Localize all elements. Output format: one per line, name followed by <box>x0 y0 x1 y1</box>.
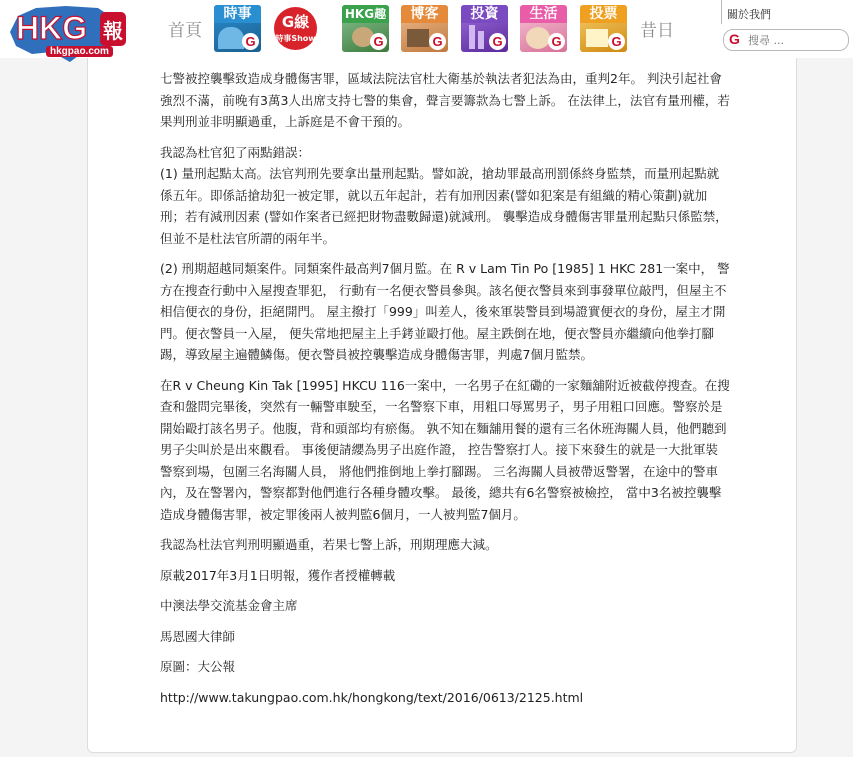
tile-label: 時事 <box>214 5 261 23</box>
tile-label: 投票 <box>580 5 627 23</box>
tile-photo-shape <box>526 27 550 49</box>
about-us-link[interactable]: 關於我們 <box>727 8 771 21</box>
tile-photo-shape <box>469 25 475 49</box>
tile-label: G線 <box>281 13 310 31</box>
header-divider <box>721 0 722 24</box>
article-paragraph: (2) 刑期超越同類案件。同類案件最高判7個月監。在 R v Lam Tin Po [1985] 1 HKC 281一案中， 警方在搜查行動中入屋搜查罪犯， 行動有一名便衣警員參與。該名便衣警員來到事發單位敲門，但屋主不相信便衣的身份，拒絕開門。 屋主撥打「999」叫差人，後來軍裝警員到場證實便衣的身份，屋主才開門。便衣警員一入屋， 便失常地把屋主上手銬並毆打他。屋主跌倒在地，便衣警員亦繼續向他拳打腳踢，導致屋主遍體鱗傷。便衣警員被控襲擊造成身體傷害罪，判處7個月監禁。 <box>160 261 730 362</box>
search-box <box>723 29 849 51</box>
article-paragraph: 我認為杜官犯了兩點錯誤： <box>160 144 311 160</box>
image-credit: 原圖：大公報 <box>160 659 236 674</box>
article-paragraph: 我認為杜法官判刑明顯過重，若果七警上訴，刑期理應大減。 <box>160 537 498 552</box>
g-badge-icon: G <box>370 33 387 50</box>
article-body <box>160 68 730 717</box>
nav-tile-invest[interactable] <box>461 5 508 52</box>
nav-tile-gline[interactable] <box>272 5 319 52</box>
article-panel <box>87 58 797 753</box>
article-paragraph: 在R v Cheung Kin Tak [1995] HKCU 116一案中，一名男子在紅磡的一家麵舖附近被截停搜查。在搜查和盤問完畢後，突然有一輛警車駛至，一名警察下車，用粗口辱罵男子，男子用粗口回應。警察於是開始毆打該名男子。他腹，背和頭部均有瘀傷。 孰不知在麵舖用餐的還有三名休班海關人員，他們聽到男子尖叫於是出來觀看。 事後便請纓為男子出庭作證， 控告警察打人。接下來發生的就是一大批軍裝警察到場，包圍三名海關人員， 將他們推倒地上拳打腳踢。 三名海關人員被帶返警署，在途中的警車內，及在警署內，警察都對他們進行各種身體攻擊。 最後，總共有6名警察被檢控， 當中3名被控襲擊造成身體傷害罪，被定罪後兩人被判監6個月，一人被判監7個月。 <box>160 377 730 522</box>
g-badge-icon: G <box>548 33 565 50</box>
g-badge-icon: G <box>242 33 259 50</box>
g-badge-icon: G <box>608 33 625 50</box>
svg-text:HKG: HKG <box>16 10 88 46</box>
article-paragraph: 七警被控襲擊致造成身體傷害罪，區域法院法官杜大衛基於執法者犯法為由，重判2年。 判決引起社會強烈不滿，前晚有3萬3人出席支持七警的集會，聲言要籌款為七警上訴。 在法律上，法官有量刑權，若果判刑並非明顯過重，上訴庭是不會干預的。 <box>160 71 730 129</box>
author-title: 中澳法學交流基金會主席 <box>160 598 298 613</box>
tile-label: 投資 <box>461 5 508 23</box>
tile-photo-shape <box>407 29 429 47</box>
source-url[interactable]: http://www.takungpao.com.hk/hongkong/text/2016/0613/2125.html <box>160 689 584 705</box>
g-badge-icon: G <box>489 33 506 50</box>
author-name: 馬恩國大律師 <box>160 628 236 644</box>
tile-photo-shape <box>586 29 608 47</box>
tile-sublabel: 時事Show <box>275 34 316 43</box>
g-badge-icon: G <box>429 33 446 50</box>
tile-label: 生活 <box>520 5 567 23</box>
nav-tile-blog[interactable] <box>401 5 448 52</box>
hkgpao-logo[interactable] <box>6 2 136 66</box>
nav-tile-vote[interactable] <box>580 5 627 52</box>
nav-home-link[interactable]: 首頁 <box>168 21 202 41</box>
logo-url: hkgpao.com <box>46 46 113 57</box>
top-navigation-bar <box>0 0 853 58</box>
nav-past-link[interactable]: 昔日 <box>640 21 674 41</box>
tile-label: HKG趣 <box>342 5 389 23</box>
search-input[interactable] <box>746 32 846 49</box>
nav-tile-news[interactable] <box>214 5 261 52</box>
search-g-icon: G <box>729 31 740 47</box>
logo-paper-char: 報 <box>103 19 123 43</box>
tile-photo-shape <box>218 27 244 49</box>
tile-label: 博客 <box>401 5 448 23</box>
article-source-note: 原載2017年3月1日明報，獲作者授權轉載 <box>160 567 396 583</box>
nav-tile-fun[interactable] <box>342 5 389 52</box>
article-paragraph: (1) 量刑起點太高。法官判刑先要拿出量刑起點。譬如說，搶劫罪最高刑罰係終身監禁，而量刑起點就係五年。即係話搶劫犯一被定罪，就以五年起計，若有加刑因素(譬如犯案是有組織的精心策劃)就加刑；若有減刑因素 (譬如作案者已經把財物盡數歸還)就減刑。 襲擊造成身體傷害罪量刑起點只係監禁，但並不是杜法官所謂的兩年半。 <box>160 166 728 246</box>
nav-tile-life[interactable] <box>520 5 567 52</box>
tile-photo-shape <box>478 31 484 49</box>
